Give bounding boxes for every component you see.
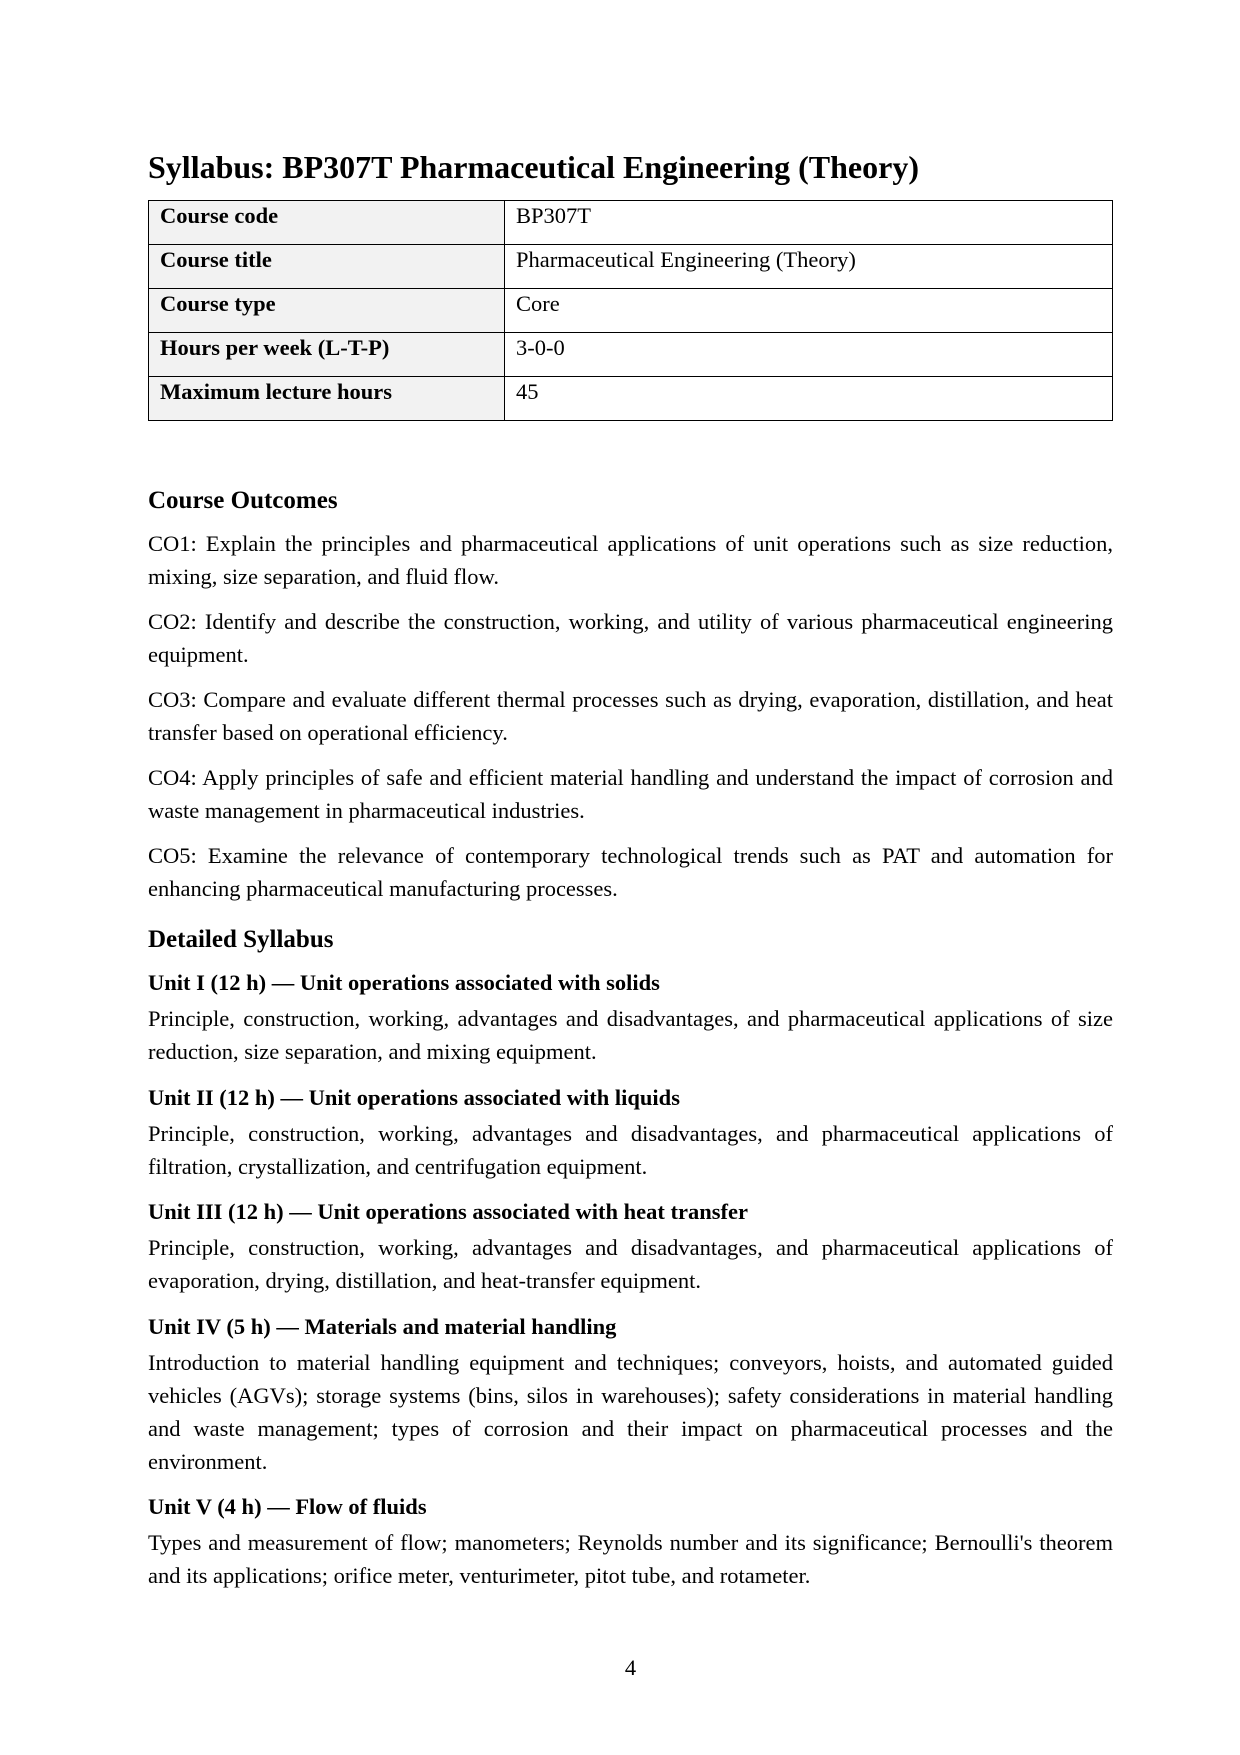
unit-4-heading: Unit IV (5 h) — Materials and material handling xyxy=(148,1314,617,1339)
course-type-label: Course type xyxy=(149,289,505,333)
page-number: 4 xyxy=(624,1655,637,1680)
unit-5-heading: Unit V (4 h) — Flow of fluids xyxy=(148,1494,427,1519)
course-outcome-1: CO1: Explain the principles and pharmaceutical applications of unit operations such as size reduction, mixing, size separation, and fluid flow. xyxy=(148,531,1113,589)
hours-per-week-label: Hours per week (L-T-P) xyxy=(149,333,505,377)
unit-2-heading: Unit II (12 h) — Unit operations associated with liquids xyxy=(148,1085,680,1110)
course-title-value: Pharmaceutical Engineering (Theory) xyxy=(505,245,1113,289)
course-title-label: Course title xyxy=(149,245,505,289)
course-info-table xyxy=(148,200,1113,421)
detailed-syllabus-heading: Detailed Syllabus xyxy=(148,926,334,953)
unit-2-text: Principle, construction, working, advantages and disadvantages, and pharmaceutical applications of filtration, crystallization, and centrifugation equipment. xyxy=(148,1121,1113,1179)
course-type-value: Core xyxy=(505,289,1113,333)
course-outcome-3: CO3: Compare and evaluate different thermal processes such as drying, evaporation, distillation, and heat transfer based on operational efficiency. xyxy=(148,687,1113,745)
max-lecture-hours-label: Maximum lecture hours xyxy=(149,377,505,421)
table-row xyxy=(149,201,1113,245)
max-lecture-hours-value: 45 xyxy=(505,377,1113,421)
table-row xyxy=(149,289,1113,333)
page-title: Syllabus: BP307T Pharmaceutical Engineering (Theory) xyxy=(148,149,919,185)
course-outcomes-heading: Course Outcomes xyxy=(148,487,338,514)
unit-3-text: Principle, construction, working, advantages and disadvantages, and pharmaceutical applications of evaporation, drying, distillation, and heat-transfer equipment. xyxy=(148,1235,1113,1293)
course-outcome-4: CO4: Apply principles of safe and efficient material handling and understand the impact of corrosion and waste management in pharmaceutical industries. xyxy=(148,765,1113,823)
course-code-value: BP307T xyxy=(505,201,1113,245)
unit-5-text: Types and measurement of flow; manometers; Reynolds number and its significance; Bernoulli's theorem and its applications; orifice meter, venturimeter, pitot tube, and rotameter. xyxy=(148,1530,1113,1588)
unit-1-text: Principle, construction, working, advantages and disadvantages, and pharmaceutical applications of size reduction, size separation, and mixing equipment. xyxy=(148,1006,1113,1064)
unit-3-heading: Unit III (12 h) — Unit operations associated with heat transfer xyxy=(148,1199,748,1224)
table-row xyxy=(149,245,1113,289)
hours-per-week-value: 3-0-0 xyxy=(505,333,1113,377)
course-outcome-2: CO2: Identify and describe the construction, working, and utility of various pharmaceutical engineering equipment. xyxy=(148,609,1113,667)
table-row xyxy=(149,333,1113,377)
course-outcome-5: CO5: Examine the relevance of contemporary technological trends such as PAT and automation for enhancing pharmaceutical manufacturing processes. xyxy=(148,843,1113,901)
table-row xyxy=(149,377,1113,421)
unit-1-heading: Unit I (12 h) — Unit operations associated with solids xyxy=(148,970,660,995)
course-code-label: Course code xyxy=(149,201,505,245)
unit-4-text: Introduction to material handling equipment and techniques; conveyors, hoists, and automated guided vehicles (AGVs); storage systems (bins, silos in warehouses); safety considerations in material handling and waste management; types of corrosion and their impact on pharmaceutical processes and the environment. xyxy=(148,1350,1113,1474)
